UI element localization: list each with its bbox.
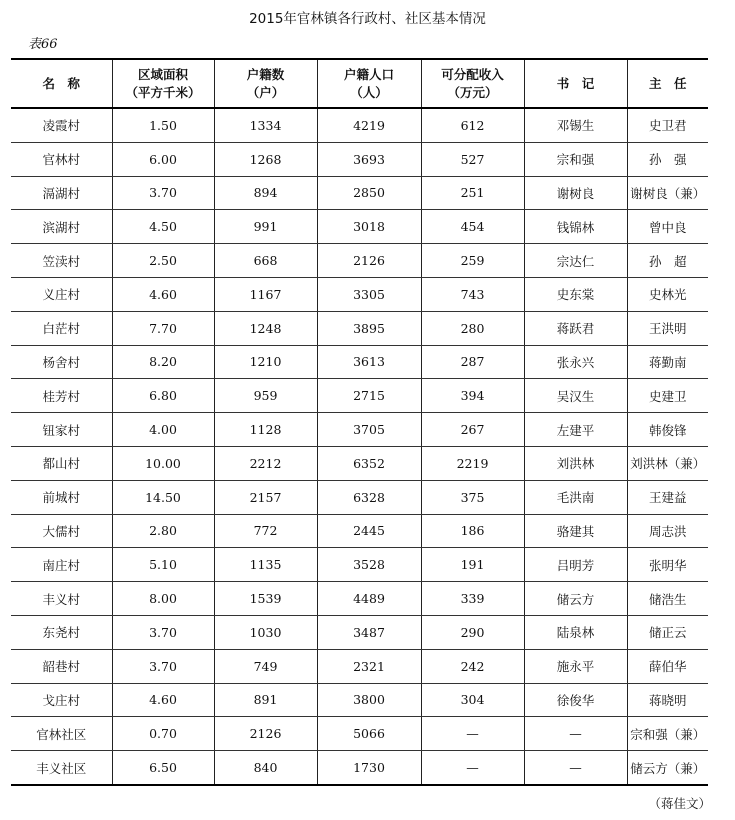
cell-income: 267 [421,413,524,447]
cell-director: 刘洪林（兼） [627,446,708,480]
cell-population: 3613 [317,345,421,379]
cell-population: 3800 [317,683,421,717]
cell-area: 6.50 [112,751,214,785]
cell-area: 14.50 [112,480,214,514]
cell-director: 周志洪 [627,514,708,548]
cell-director: 张明华 [627,548,708,582]
cell-households: 1128 [214,413,317,447]
header-secretary: 书 记 [524,59,627,108]
cell-population: 3693 [317,142,421,176]
cell-secretary: 谢树良 [524,176,627,210]
header-households: 户籍数 （户） [214,59,317,108]
cell-director: 薛伯华 [627,649,708,683]
cell-population: 6328 [317,480,421,514]
cell-area: 5.10 [112,548,214,582]
cell-income: 304 [421,683,524,717]
table-row [11,345,708,379]
cell-secretary: 毛洪南 [524,480,627,514]
cell-households: 891 [214,683,317,717]
cell-population: 2321 [317,649,421,683]
cell-households: 2157 [214,480,317,514]
table-row [11,649,708,683]
cell-population: 2445 [317,514,421,548]
cell-director: 王建益 [627,480,708,514]
cell-income: 242 [421,649,524,683]
cell-name: 滨湖村 [11,210,112,244]
cell-director: 孙 超 [627,244,708,278]
cell-income: 454 [421,210,524,244]
table-number: 表66 [28,37,58,52]
cell-area: 7.70 [112,311,214,345]
cell-name: 大儒村 [11,514,112,548]
cell-income: — [421,717,524,751]
cell-name: 前城村 [11,480,112,514]
cell-area: 0.70 [112,717,214,751]
cell-name: 官林社区 [11,717,112,751]
cell-director: 储浩生 [627,582,708,616]
cell-population: 4489 [317,582,421,616]
cell-population: 1730 [317,751,421,785]
cell-director: 蒋勤南 [627,345,708,379]
cell-area: 4.60 [112,277,214,311]
cell-secretary: 骆建其 [524,514,627,548]
header-population: 户籍人口 （人） [317,59,421,108]
cell-population: 2126 [317,244,421,278]
cell-name: 钮家村 [11,413,112,447]
cell-director: 史建卫 [627,379,708,413]
cell-secretary: 陆泉林 [524,615,627,649]
cell-households: 959 [214,379,317,413]
table-row [11,244,708,278]
table-row [11,683,708,717]
cell-director: 韩俊锋 [627,413,708,447]
cell-secretary: 张永兴 [524,345,627,379]
cell-area: 8.00 [112,582,214,616]
cell-population: 3305 [317,277,421,311]
cell-area: 6.80 [112,379,214,413]
cell-area: 3.70 [112,649,214,683]
cell-population: 4219 [317,108,421,142]
cell-secretary: — [524,751,627,785]
cell-households: 840 [214,751,317,785]
cell-name: 南庄村 [11,548,112,582]
cell-income: 251 [421,176,524,210]
cell-income: 339 [421,582,524,616]
author-credit: （蒋佳文） [648,796,711,811]
cell-secretary: 蒋跃君 [524,311,627,345]
cell-households: 1268 [214,142,317,176]
cell-director: 史卫君 [627,108,708,142]
cell-households: 1135 [214,548,317,582]
cell-income: 280 [421,311,524,345]
cell-households: 1030 [214,615,317,649]
cell-director: 储正云 [627,615,708,649]
cell-director: 王洪明 [627,311,708,345]
header-director: 主 任 [627,59,708,108]
cell-secretary: 左建平 [524,413,627,447]
cell-secretary: — [524,717,627,751]
cell-secretary: 刘洪林 [524,446,627,480]
table-row [11,751,708,785]
cell-director: 孙 强 [627,142,708,176]
cell-name: 丰义社区 [11,751,112,785]
cell-secretary: 徐俊华 [524,683,627,717]
cell-income: 612 [421,108,524,142]
table-row [11,379,708,413]
cell-secretary: 施永平 [524,649,627,683]
cell-area: 4.50 [112,210,214,244]
cell-income: 186 [421,514,524,548]
table-row [11,311,708,345]
table-row [11,514,708,548]
cell-name: 义庄村 [11,277,112,311]
cell-households: 749 [214,649,317,683]
cell-name: 笠渎村 [11,244,112,278]
cell-population: 3528 [317,548,421,582]
table-row [11,480,708,514]
cell-income: 743 [421,277,524,311]
header-income: 可分配收入 （万元） [421,59,524,108]
cell-income: 191 [421,548,524,582]
cell-name: 韶巷村 [11,649,112,683]
cell-director: 谢树良（兼） [627,176,708,210]
cell-population: 6352 [317,446,421,480]
cell-area: 8.20 [112,345,214,379]
table-row [11,413,708,447]
cell-area: 3.70 [112,615,214,649]
cell-income: 527 [421,142,524,176]
cell-secretary: 宗达仁 [524,244,627,278]
cell-households: 894 [214,176,317,210]
cell-income: 287 [421,345,524,379]
cell-population: 5066 [317,717,421,751]
cell-population: 2850 [317,176,421,210]
cell-area: 4.00 [112,413,214,447]
cell-director: 宗和强（兼） [627,717,708,751]
cell-area: 6.00 [112,142,214,176]
cell-name: 东尧村 [11,615,112,649]
table-row [11,717,708,751]
cell-income: — [421,751,524,785]
page-title: 2015年官林镇各行政村、社区基本情况 [249,11,486,27]
cell-name: 凌霞村 [11,108,112,142]
cell-director: 储云方（兼） [627,751,708,785]
cell-population: 3895 [317,311,421,345]
cell-population: 3018 [317,210,421,244]
cell-name: 戈庄村 [11,683,112,717]
cell-households: 1210 [214,345,317,379]
cell-name: 丰义村 [11,582,112,616]
table-row [11,548,708,582]
header-area: 区域面积 （平方千米） [112,59,214,108]
cell-income: 2219 [421,446,524,480]
cell-households: 1167 [214,277,317,311]
cell-name: 滆湖村 [11,176,112,210]
table-row [11,615,708,649]
cell-area: 1.50 [112,108,214,142]
cell-population: 2715 [317,379,421,413]
cell-income: 375 [421,480,524,514]
cell-director: 曾中良 [627,210,708,244]
cell-households: 2126 [214,717,317,751]
cell-households: 1539 [214,582,317,616]
cell-secretary: 吴汉生 [524,379,627,413]
cell-households: 1248 [214,311,317,345]
table-row [11,210,708,244]
cell-secretary: 储云方 [524,582,627,616]
cell-name: 杨舍村 [11,345,112,379]
table-row [11,582,708,616]
cell-director: 蒋晓明 [627,683,708,717]
cell-secretary: 史东棠 [524,277,627,311]
cell-name: 官林村 [11,142,112,176]
village-info-table [11,58,708,786]
cell-households: 772 [214,514,317,548]
cell-secretary: 邓锡生 [524,108,627,142]
cell-area: 4.60 [112,683,214,717]
table-row [11,176,708,210]
table-row [11,446,708,480]
cell-income: 290 [421,615,524,649]
cell-households: 991 [214,210,317,244]
cell-area: 2.50 [112,244,214,278]
cell-area: 10.00 [112,446,214,480]
cell-name: 桂芳村 [11,379,112,413]
cell-households: 2212 [214,446,317,480]
cell-population: 3705 [317,413,421,447]
cell-area: 3.70 [112,176,214,210]
cell-households: 668 [214,244,317,278]
table-row [11,108,708,142]
cell-area: 2.80 [112,514,214,548]
cell-director: 史林光 [627,277,708,311]
table-row [11,142,708,176]
cell-income: 394 [421,379,524,413]
cell-secretary: 钱锦林 [524,210,627,244]
cell-secretary: 宗和强 [524,142,627,176]
cell-name: 都山村 [11,446,112,480]
table-row [11,277,708,311]
header-name: 名 称 [11,59,112,108]
cell-population: 3487 [317,615,421,649]
cell-income: 259 [421,244,524,278]
table-header-row [11,59,708,108]
cell-households: 1334 [214,108,317,142]
cell-name: 白茫村 [11,311,112,345]
cell-secretary: 吕明芳 [524,548,627,582]
